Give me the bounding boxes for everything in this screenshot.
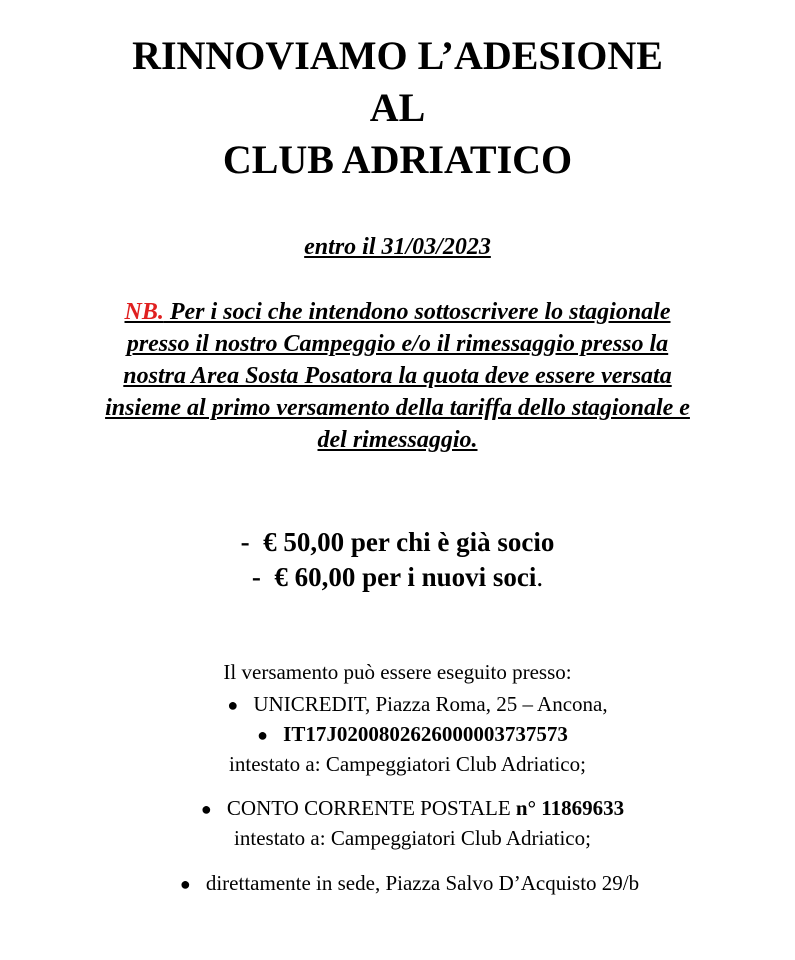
bullet-icon: ●	[200, 799, 212, 819]
payment-postal-holder: intestato a: Campeggiatori Club Adriatico;	[234, 826, 591, 850]
note-label: NB.	[124, 299, 164, 325]
bullet-icon: ●	[227, 695, 239, 715]
price-dash: -	[240, 527, 250, 557]
payment-bank-holder: intestato a: Campeggiatori Club Adriatico;	[229, 752, 586, 776]
bullet-icon: ●	[179, 874, 191, 894]
title-line-3: CLUB ADRIATICO	[222, 137, 573, 182]
price-new-suffix: .	[536, 562, 544, 592]
payment-office-item	[12, 868, 795, 899]
payment-iban: IT17J0200802626000003737573	[283, 722, 568, 746]
price-existing-member	[0, 526, 795, 558]
price-existing-text: € 50,00 per chi è già socio	[263, 527, 555, 557]
note-line-4: insieme al primo versamento della tariffa dello stagionale e	[105, 395, 690, 421]
payment-bank-item	[20, 689, 795, 720]
bullet-icon: ●	[257, 725, 269, 745]
note-line-1	[0, 296, 795, 328]
title-line-1: RINNOVIAMO L’ADESIONE	[132, 33, 663, 78]
note-line-3: nostra Area Sosta Posatora la quota deve essere versata	[123, 363, 672, 389]
payment-postal-label: CONTO CORRENTE POSTALE	[226, 796, 516, 820]
price-new-member	[0, 561, 795, 593]
title-line-2: AL	[369, 85, 426, 130]
price-new-text: € 60,00 per i nuovi soci	[274, 562, 537, 592]
note-line-5: del rimessaggio.	[317, 427, 478, 453]
note-line-2: presso il nostro Campeggio e/o il rimessaggio presso la	[126, 331, 669, 357]
note-line-1-text: Per i soci che intendono sottoscrivere lo stagionale	[163, 299, 671, 325]
payment-postal-item	[15, 793, 795, 824]
deadline: entro il 31/03/2023	[304, 234, 491, 260]
payment-bank: UNICREDIT, Piazza Roma, 25 – Ancona,	[253, 692, 608, 716]
payment-iban-item	[15, 719, 795, 750]
price-dash: -	[251, 562, 261, 592]
payment-intro: Il versamento può essere eseguito presso:	[223, 660, 572, 684]
payment-postal-number: n° 11869633	[515, 796, 625, 820]
payment-office: direttamente in sede, Piazza Salvo D’Acquisto 29/b	[205, 871, 640, 895]
